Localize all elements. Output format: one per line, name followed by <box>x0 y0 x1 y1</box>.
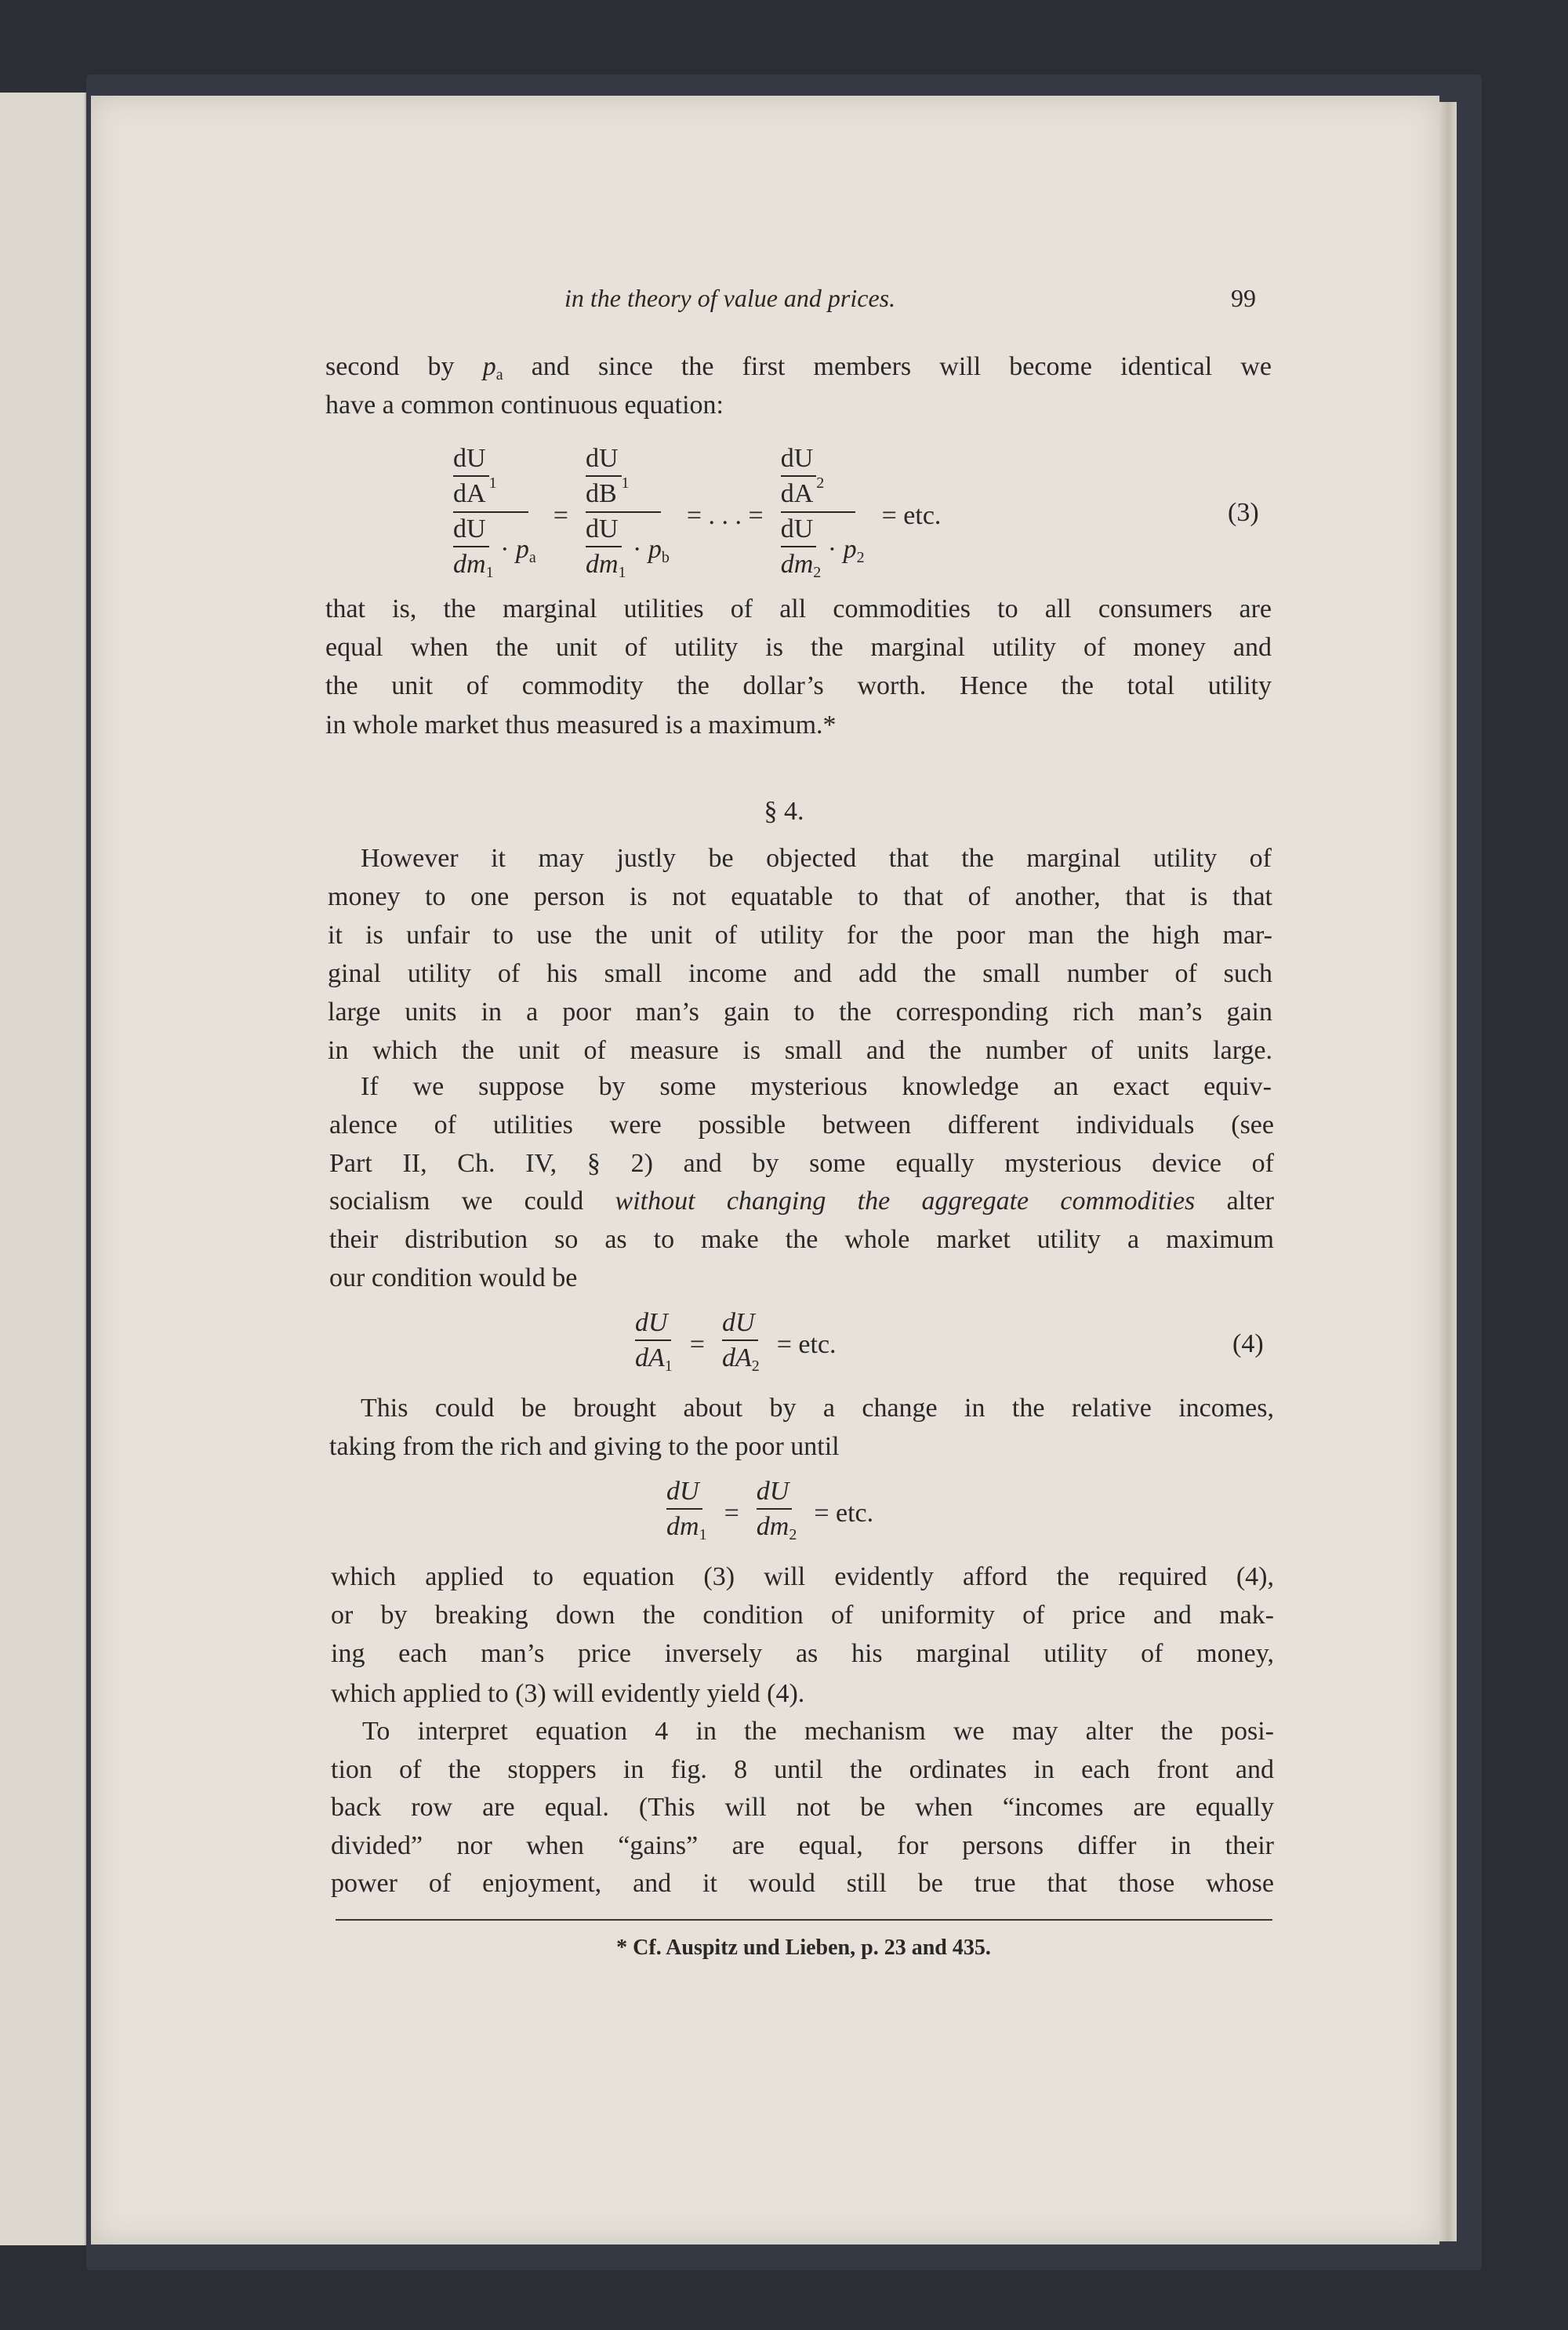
subscript: 2 <box>813 563 822 581</box>
equals-etc: = etc. <box>776 1330 837 1359</box>
text-line: their distribution so as to make the whole market utility a maximum <box>329 1225 1274 1254</box>
footnote-divider <box>336 1919 1272 1921</box>
equals-sign: = <box>689 1330 705 1359</box>
price-symbol: p <box>482 352 496 381</box>
equation-part: dm <box>756 1512 789 1541</box>
running-title: in the theory of value and prices. <box>564 284 896 312</box>
subscript: 1 <box>699 1526 707 1543</box>
text-line: have a common continuous equation: <box>325 391 724 420</box>
text-line: To interpret equation 4 in the mechanism we may alter the posi- <box>362 1717 1274 1746</box>
equation-part: dU <box>666 1477 702 1510</box>
text: alter <box>1226 1187 1274 1216</box>
equation-part: dB <box>585 478 617 508</box>
fraction <box>586 514 626 588</box>
fraction-term-c <box>781 444 865 588</box>
fraction <box>757 1477 797 1550</box>
equation-part: dU <box>722 1308 758 1341</box>
equation-part <box>722 1341 760 1382</box>
equation-part: dU <box>453 444 489 477</box>
ellipsis-equals: = . . . = <box>686 500 764 530</box>
price-symbol: p <box>648 534 662 564</box>
text-line: This could be brought about by a change in the relative incomes, <box>361 1394 1274 1423</box>
denominator <box>453 513 536 588</box>
page-stack-edge <box>1439 102 1457 2241</box>
fraction <box>453 444 489 510</box>
equation-part: dA <box>635 1343 665 1372</box>
section-heading: § 4. <box>764 797 804 826</box>
equation-part: dA <box>721 1343 752 1372</box>
fraction <box>453 514 494 588</box>
text-line: However it may justly be objected that the marginal utility of <box>361 844 1272 873</box>
fraction-term-b <box>586 444 670 588</box>
facing-page-edge <box>0 93 88 2245</box>
subscript: 1 <box>621 474 630 492</box>
italic-text: without changing the aggregate commodities <box>615 1187 1196 1216</box>
equation-part: dA <box>780 478 814 508</box>
dot-operator: · <box>500 534 510 564</box>
equals-etc: = etc. <box>881 500 942 530</box>
text-line: it is unfair to use the unit of utility for the poor man the high mar- <box>328 921 1272 950</box>
text-line: that is, the marginal utilities of all commodities to all consumers are <box>325 594 1272 623</box>
text-line: ing each man’s price inversely as his marginal utility of money, <box>331 1639 1274 1668</box>
denominator <box>781 513 865 588</box>
equation-part <box>635 1341 673 1382</box>
text-line: If we suppose by some mysterious knowledge an exact equiv- <box>361 1072 1272 1101</box>
dot-operator: · <box>827 534 837 564</box>
equation-5 <box>666 1474 873 1553</box>
numerator <box>586 444 661 513</box>
fraction-term-a <box>453 444 536 588</box>
fraction <box>635 1308 673 1382</box>
equals-sign: = <box>553 500 568 530</box>
equation-part: dU <box>635 1308 671 1341</box>
equation-part: dU <box>586 514 622 547</box>
equals-etc: = etc. <box>814 1499 874 1528</box>
text-line: the unit of commodity the dollar’s worth. Hence the total utility <box>325 671 1272 700</box>
text-line: divided” nor when “gains” are equal, for persons differ in their <box>331 1831 1274 1860</box>
subscript: 1 <box>488 474 497 492</box>
price-symbol: p <box>843 534 857 564</box>
text-line: Part II, Ch. IV, § 2) and by some equally mysterious device of <box>329 1149 1274 1178</box>
price-symbol: p <box>515 534 529 564</box>
text-line: back row are equal. (This will not be when “incomes are equally <box>331 1793 1274 1822</box>
footnote: * Cf. Auspitz und Lieben, p. 23 and 435. <box>616 1936 991 1960</box>
fraction <box>781 514 822 588</box>
equation-part: dU <box>453 514 489 547</box>
equation-part <box>586 547 626 588</box>
equation-number: (3) <box>1228 498 1259 527</box>
numerator <box>453 444 528 513</box>
equation-part <box>666 1510 707 1550</box>
numerator <box>781 444 856 513</box>
equation-part <box>757 1510 797 1550</box>
text-line: alence of utilities were possible between different individuals (see <box>329 1110 1274 1140</box>
equation-part: dU <box>586 444 622 477</box>
equation-part: dU <box>757 1477 793 1510</box>
text-line: in whole market thus measured is a maximum.* <box>325 711 837 740</box>
equation-part: dm <box>780 549 814 579</box>
equation-3 <box>453 435 941 596</box>
text: and since the first members will become identical we <box>503 352 1272 381</box>
subscript: 1 <box>485 563 494 581</box>
text-line: power of enjoyment, and it would still be true that those whose <box>331 1869 1274 1898</box>
text-line: large units in a poor man’s gain to the corresponding rich man’s gain <box>328 998 1272 1027</box>
text-line: which applied to (3) will evidently yield (4). <box>331 1679 805 1708</box>
text: socialism we could <box>329 1187 615 1216</box>
subscript: 2 <box>751 1358 760 1375</box>
equation-part: dA <box>453 478 486 508</box>
fraction <box>722 1308 760 1382</box>
equation-part: dU <box>781 444 817 477</box>
equals-sign: = <box>724 1499 739 1528</box>
dot-operator: · <box>633 534 642 564</box>
equation-part: dm <box>666 1512 699 1541</box>
fraction <box>666 1477 707 1550</box>
text-line: tion of the stoppers in fig. 8 until the ordinates in each front and <box>331 1755 1274 1784</box>
equation-part: dm <box>453 549 486 579</box>
subscript: 1 <box>664 1358 673 1375</box>
text-line: ginal utility of his small income and add the small number of such <box>328 959 1272 988</box>
text-line: which applied to equation (3) will evidently afford the required (4), <box>331 1562 1274 1591</box>
subscript: b <box>661 548 670 566</box>
equation-part: dU <box>781 514 817 547</box>
equation-part <box>781 547 822 588</box>
equation-4 <box>635 1306 837 1384</box>
subscript: 2 <box>856 548 865 566</box>
equation-number: (4) <box>1232 1329 1264 1358</box>
text-line: money to one person is not equatable to that of another, that is that <box>328 882 1272 911</box>
subscript: 2 <box>816 474 825 492</box>
text-line: equal when the unit of utility is the marginal utility of money and <box>325 633 1272 662</box>
text: second by <box>325 352 483 381</box>
subscript: a <box>528 548 536 566</box>
subscript: a <box>495 366 503 383</box>
denominator <box>586 513 670 588</box>
subscript: 2 <box>789 1526 797 1543</box>
text-line: taking from the rich and giving to the poor until <box>329 1432 840 1461</box>
equation-part <box>453 547 494 588</box>
fraction <box>781 444 817 510</box>
page-number: 99 <box>1231 284 1256 312</box>
text-line: our condition would be <box>329 1263 578 1292</box>
text-line: or by breaking down the condition of uniformity of price and mak- <box>331 1601 1274 1630</box>
equation-part: dm <box>585 549 619 579</box>
fraction <box>586 444 622 510</box>
subscript: 1 <box>618 563 626 581</box>
text-line: in which the unit of measure is small and the number of units large. <box>328 1036 1272 1065</box>
text-line <box>329 1184 1274 1219</box>
text-line <box>325 350 1272 392</box>
